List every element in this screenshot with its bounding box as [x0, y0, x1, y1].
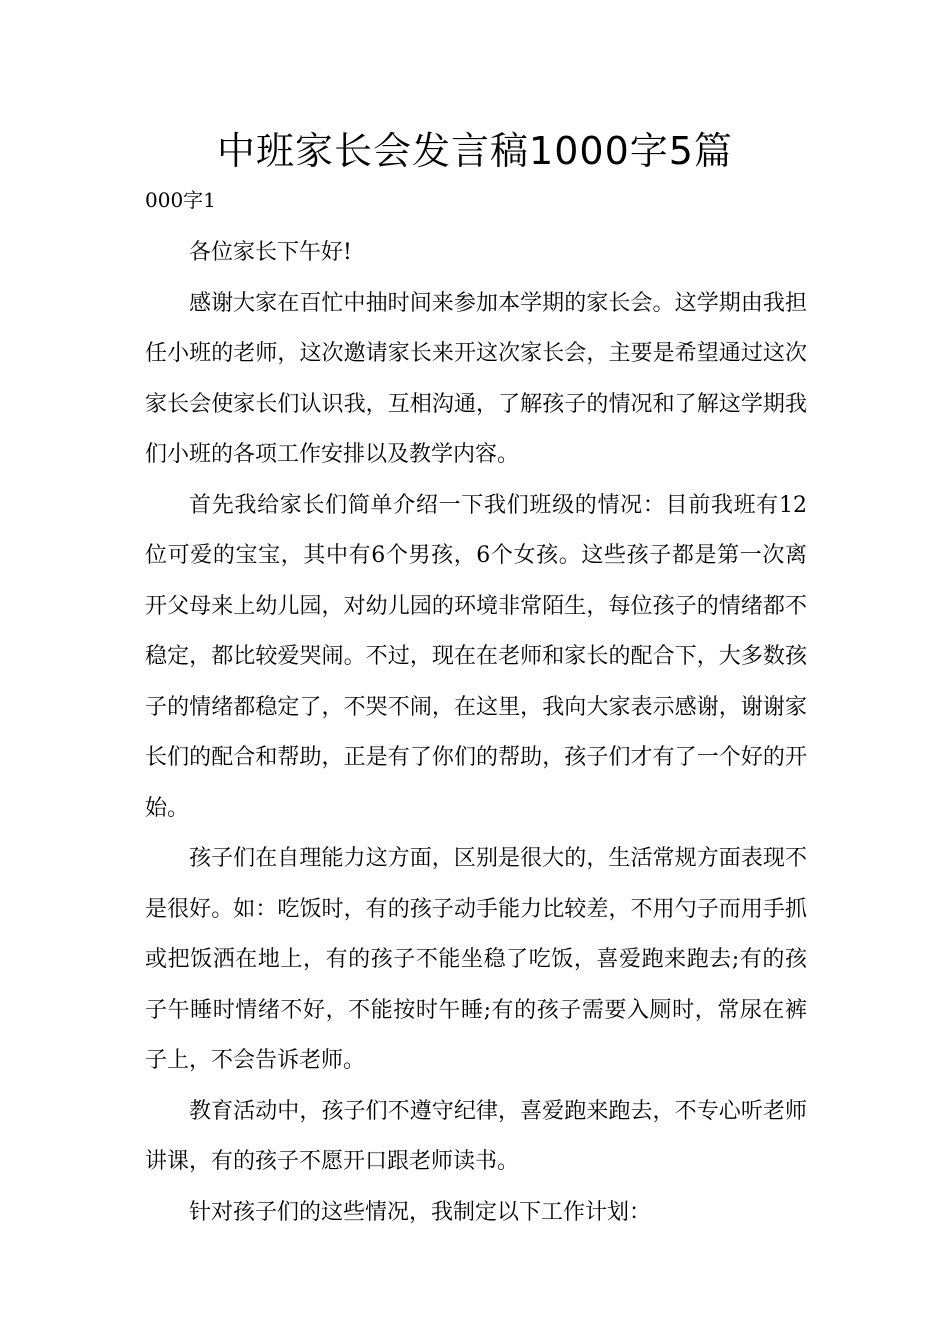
document-title: 中班家长会发言稿1000字5篇 [217, 129, 733, 173]
paragraph-work-plan: 针对孩子们的这些情况，我制定以下工作计划： [189, 1199, 652, 1225]
paragraph-class-intro: 首先我给家长们简单介绍一下我们班级的情况：目前我班有12位可爱的宝宝，其中有6个男孩，6个女孩。这些孩子都是第一次离开父母来上幼儿园，对幼儿园的环境非常陌生，每位孩子的情绪都不稳定，都比较爱哭闹。不过，现在在老师和家长的配合下，大多数孩子的情绪都稳定了，不哭不闹，在这里，我向大家表示感谢，谢谢家长们的配合和帮助，正是有了你们的帮助，孩子们才有了一个好的开始。 [145, 492, 807, 821]
paragraph-greeting: 各位家长下午好! [189, 240, 352, 265]
document-subheading: 000字1 [145, 188, 216, 212]
paragraph-education-activity: 教育活动中，孩子们不遵守纪律，喜爱跑来跑去，不专心听老师讲课，有的孩子不愿开口跟老师读书。 [145, 1098, 807, 1174]
paragraph-thanks: 感谢大家在百忙中抽时间来参加本学期的家长会。这学期由我担任小班的老师，这次邀请家长来开这次家长会，主要是希望通过这次家长会使家长们认识我，互相沟通，了解孩子的情况和了解这学期我们小班的各项工作安排以及教学内容。 [145, 290, 807, 467]
document-body [145, 228, 807, 1238]
paragraph-self-care: 孩子们在自理能力这方面，区别是很大的，生活常规方面表现不是很好。如：吃饭时，有的孩子动手能力比较差，不用勺子而用手抓或把饭洒在地上，有的孩子不能坐稳了吃饭，喜爱跑来跑去;有的孩子午睡时情绪不好，不能按时午睡;有的孩子需要入厕时，常尿在裤子上，不会告诉老师。 [145, 846, 807, 1073]
